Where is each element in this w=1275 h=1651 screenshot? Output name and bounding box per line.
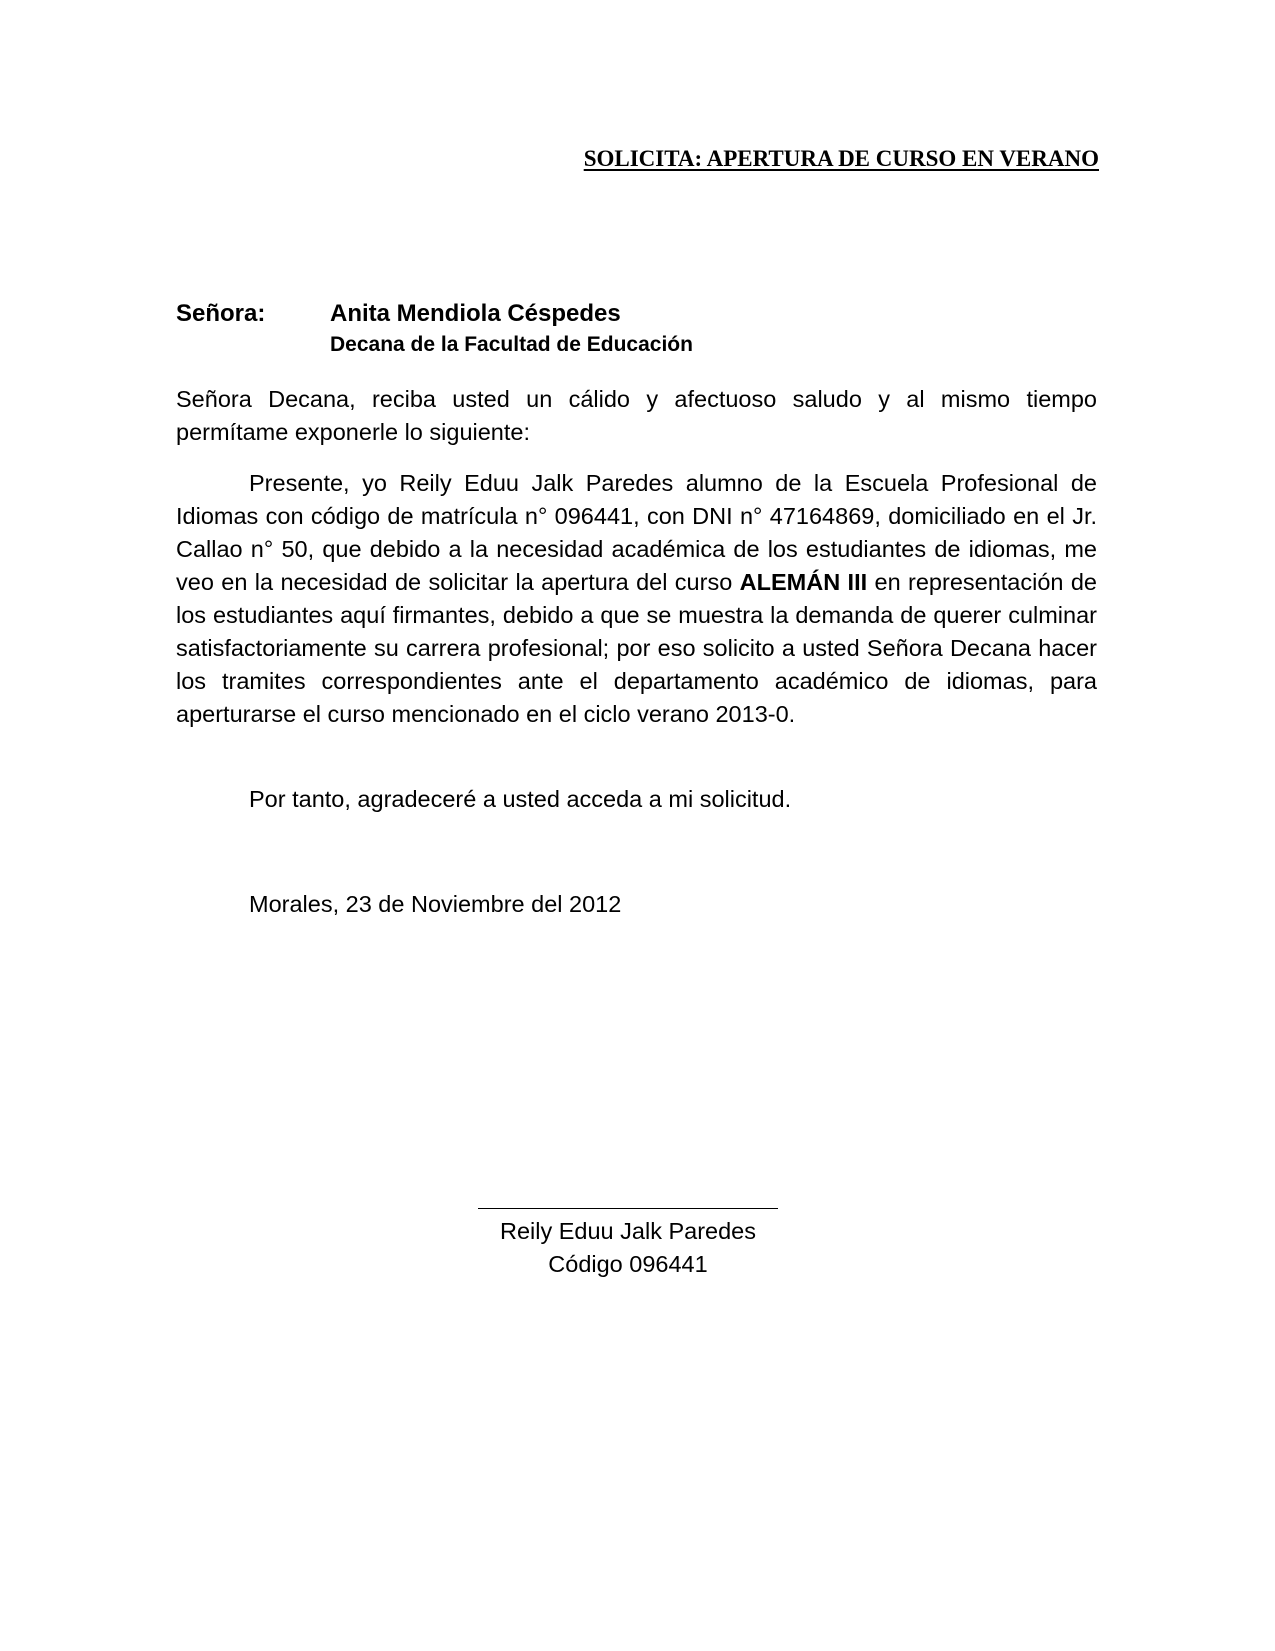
signature-name: Reily Eduu Jalk Paredes xyxy=(499,1218,757,1244)
signature-block xyxy=(478,1208,778,1281)
letter-subject: SOLICITA: APERTURA DE CURSO EN VERANO xyxy=(583,146,1099,171)
body-paragraph xyxy=(176,467,1097,731)
body-text-part2: en representación de los estudiantes aquí firmantes, debido a que se muestra la demanda de querer culminar satisfactoriamente su carrera profesional; por eso solicito a usted Señora Decana hacer los tramites correspondientes ante el departamento académico de idiomas, para aperturarse el curso mencionado en el ciclo verano 2013-0. xyxy=(176,569,1098,727)
addressee-label: Señora: xyxy=(176,300,266,327)
signature-code: Código 096441 xyxy=(548,1251,708,1277)
addressee-role: Decana de la Facultad de Educación xyxy=(330,333,693,356)
course-name: ALEMÁN III xyxy=(739,569,868,595)
greeting-paragraph: Señora Decana, reciba usted un cálido y afectuoso saludo y al mismo tiempo permítame exponerle lo siguiente: xyxy=(176,386,1097,445)
addressee-name: Anita Mendiola Céspedes xyxy=(330,300,621,327)
signature-line xyxy=(478,1208,778,1209)
closing-paragraph: Por tanto, agradeceré a usted acceda a mi solicitud. xyxy=(249,786,792,812)
body-text-part1: Presente, yo Reily Eduu Jalk Paredes alumno de la Escuela Profesional de Idiomas con código de matrícula n° 096441, con DNI n° 47164869, domiciliado en el Jr. Callao n° 50, que debido a la necesidad académica de los estudiantes de idiomas, me veo en la necesidad de solicitar la apertura del curso xyxy=(176,470,1097,595)
date-line: Morales, 23 de Noviembre del 2012 xyxy=(249,891,622,917)
